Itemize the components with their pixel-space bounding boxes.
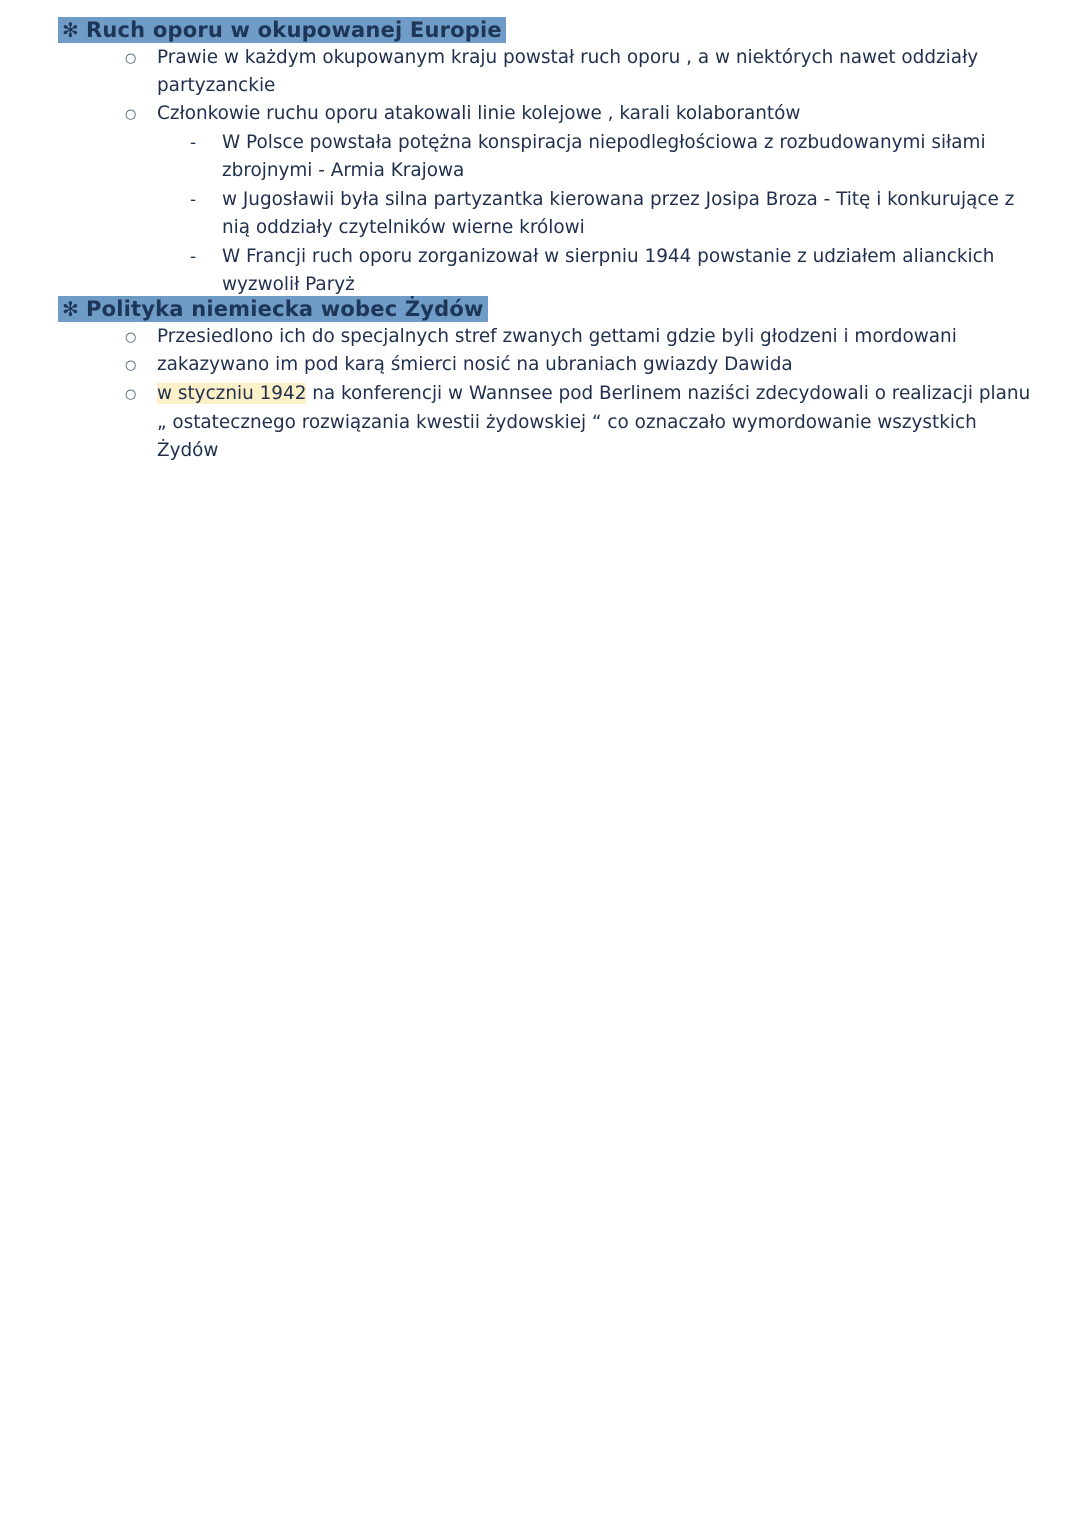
list-item-text: „ ostatecznego rozwiązania kwestii żydowskiej “ co oznaczało wymordowanie wszystkich [157,412,977,433]
list-item-text [157,380,1030,408]
bullet-icon: ○ [125,330,137,345]
list-item-text-rest: na konferencji w Wannsee pod Berlinem naziści zdecydowali o realizacji planu [306,383,1031,404]
asterisk-icon: ✻ [62,297,79,321]
list-item-text: Żydów [157,440,219,461]
sub-item-text: wyzwolił Paryż [222,274,355,295]
sub-item-text: W Polsce powstała potężna konspiracja niepodległościowa z rozbudowanymi siłami [222,132,986,153]
bullet-icon: ○ [125,107,137,122]
sub-item-text: w Jugosławii była silna partyzantka kierowana przez Josipa Broza - Titę i konkurujące z [222,189,1015,210]
dash-marker: - [190,133,197,153]
sub-item-text: W Francji ruch oporu zorganizował w sierpniu 1944 powstanie z udziałem alianckich [222,246,995,267]
section-heading-resistance [58,17,506,43]
list-item-text: Członkowie ruchu oporu atakowali linie kolejowe , karali kolaborantów [157,103,801,124]
heading-text: Polityka niemiecka wobec Żydów [86,297,484,321]
list-item-text: zakazywano im pod karą śmierci nosić na ubraniach gwiazdy Dawida [157,354,793,375]
highlighted-date: w styczniu 1942 [157,383,307,404]
list-item-text: Prawie w każdym okupowanym kraju powstał ruch oporu , a w niektórych nawet oddziały [157,47,979,68]
bullet-icon: ○ [125,358,137,373]
sub-item-text: zbrojnymi - Armia Krajowa [222,160,465,181]
dash-marker: - [190,247,197,267]
dash-marker: - [190,190,197,210]
list-item-text: partyzanckie [157,75,276,96]
asterisk-icon: ✻ [62,18,79,42]
section-heading-jews-policy [58,296,488,322]
heading-text: Ruch oporu w okupowanej Europie [86,18,502,42]
bullet-icon: ○ [125,51,137,66]
bullet-icon: ○ [125,387,137,402]
sub-item-text: nią oddziały czytelników wierne królowi [222,217,585,238]
list-item-text: Przesiedlono ich do specjalnych stref zwanych gettami gdzie byli głodzeni i mordowani [157,326,957,347]
